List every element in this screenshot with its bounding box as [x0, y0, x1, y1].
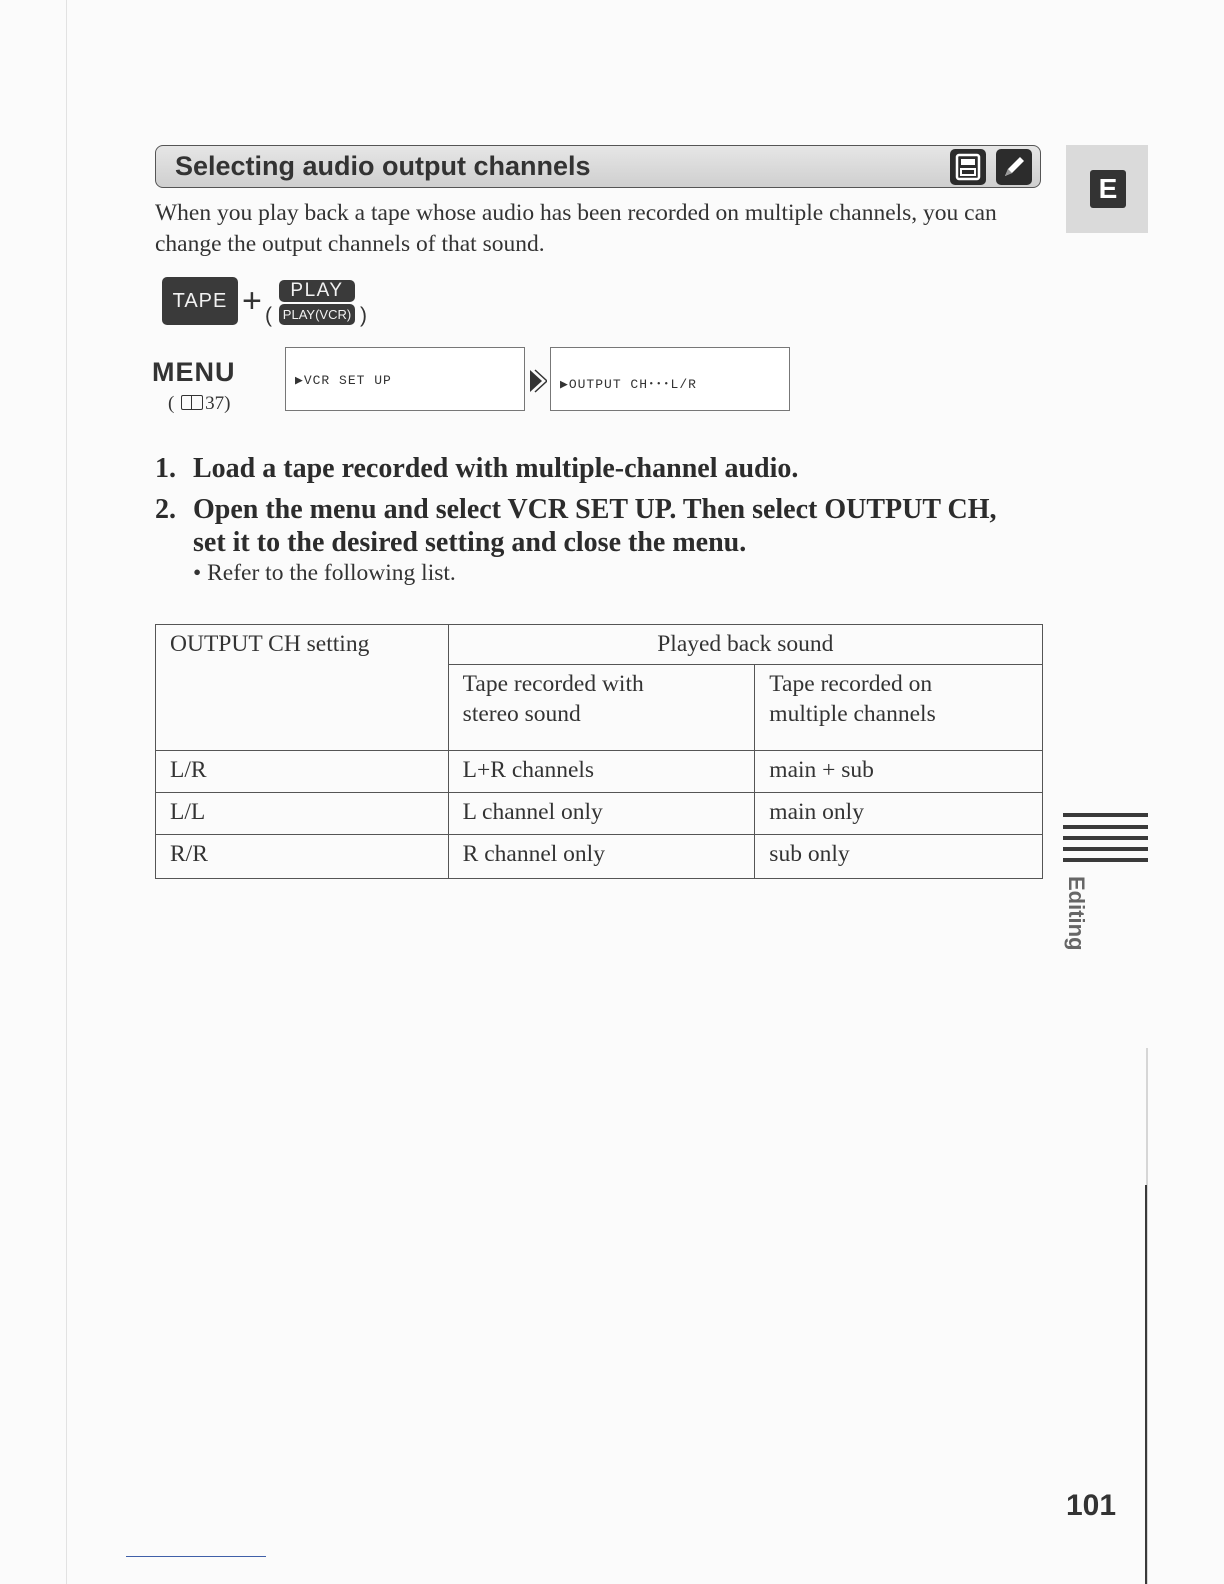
paren-open: ( — [265, 304, 272, 327]
step-2-number: 2. — [155, 494, 176, 525]
table-row — [156, 835, 1043, 879]
cell-multi: main + sub — [755, 751, 1043, 793]
step-2-text-line2: set it to the desired setting and close the menu. — [193, 527, 747, 558]
cell-setting: R/R — [156, 835, 449, 879]
side-rule — [1063, 847, 1148, 851]
menu-screen-text-2: ▶OUTPUT CH･･･L/R — [560, 377, 697, 392]
subheader-multi-line1: Tape recorded on — [769, 671, 933, 697]
menu-ref-page: 37) — [205, 393, 231, 414]
intro-paragraph: When you play back a tape whose audio has been recorded on multiple channels, you can change the output channels of that sound. — [155, 200, 997, 257]
section-tab-letter: E — [1090, 170, 1126, 208]
cell-stereo: L+R channels — [448, 751, 755, 793]
cell-multi: sub only — [755, 835, 1043, 879]
book-icon — [181, 395, 203, 410]
subheader-stereo-line2: stereo sound — [462, 701, 581, 727]
side-section-label — [1058, 873, 1094, 953]
menu-label: MENU — [152, 357, 236, 387]
next-arrow-icon — [527, 366, 547, 401]
subheader-stereo-line1: Tape recorded with — [462, 671, 644, 697]
step-2-text-line1: Open the menu and select VCR SET UP. Then select OUTPUT CH, — [193, 494, 997, 525]
edit-pen-icon — [996, 149, 1032, 185]
cell-setting: L/R — [156, 751, 449, 793]
page-number: 101 — [1066, 1489, 1117, 1522]
header-played-back-sound: Played back sound — [448, 625, 1042, 665]
table-row — [156, 751, 1043, 793]
menu-screen-vcr-setup — [285, 347, 525, 411]
subheader-stereo — [448, 665, 755, 751]
menu-screen-text-1: ▶VCR SET UP — [295, 373, 392, 388]
paren-close: ) — [360, 304, 367, 327]
table-row — [156, 793, 1043, 835]
menu-screen-output-ch — [550, 347, 790, 411]
cell-stereo: L channel only — [448, 793, 755, 835]
subheader-multi — [755, 665, 1043, 751]
play-vcr-button-label: PLAY(VCR) — [279, 304, 355, 325]
cell-multi: main only — [755, 793, 1043, 835]
menu-ref-open: ( — [168, 393, 175, 414]
cassette-icon — [950, 149, 986, 185]
step-1-number: 1. — [155, 453, 176, 484]
plus-sign: + — [242, 282, 262, 320]
side-rule — [1063, 813, 1148, 817]
output-channel-table — [155, 624, 1043, 879]
bullet-note: • Refer to the following list. — [193, 560, 456, 586]
section-title: Selecting audio output channels — [175, 151, 591, 181]
step-1-text: Load a tape recorded with multiple-channel audio. — [193, 453, 799, 484]
cell-stereo: R channel only — [448, 835, 755, 879]
play-button-label: PLAY — [279, 280, 355, 302]
side-rule — [1063, 825, 1148, 829]
page-edge-right-dark — [1145, 1185, 1147, 1584]
header-output-ch-setting: OUTPUT CH setting — [156, 625, 449, 751]
page-edge-left — [66, 0, 67, 1584]
menu-page-reference — [168, 392, 230, 416]
side-rule — [1063, 836, 1148, 840]
subheader-multi-line2: multiple channels — [769, 701, 936, 727]
side-rule — [1063, 858, 1148, 862]
side-section-label-text: Editing — [1064, 876, 1089, 951]
cell-setting: L/L — [156, 793, 449, 835]
tape-switch-label: TAPE — [162, 277, 238, 325]
bottom-rule — [126, 1556, 266, 1557]
table-header-row — [156, 625, 1043, 665]
